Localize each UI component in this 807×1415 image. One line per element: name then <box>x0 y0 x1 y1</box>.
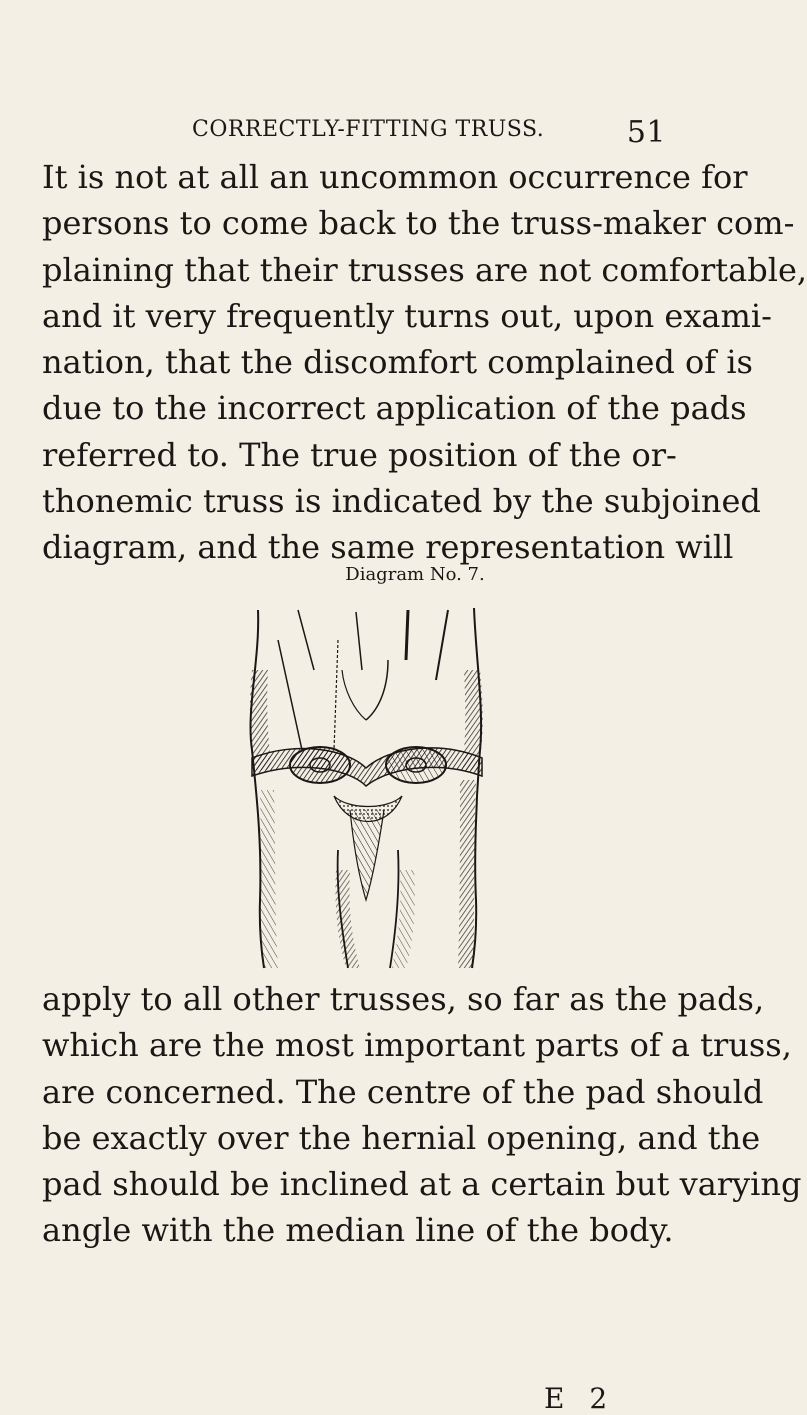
text-line: due to the incorrect application of the pads <box>42 389 747 428</box>
text-line: persons to come back to the truss-maker com- <box>42 204 795 243</box>
truss-diagram-illustration <box>238 600 494 970</box>
text-line: be exactly over the hernial opening, and the <box>42 1118 761 1157</box>
running-head-title: CORRECTLY-FITTING TRUSS. <box>192 117 545 142</box>
text-line: angle with the median line of the body. <box>42 1211 674 1250</box>
text-line: apply to all other trusses, so far as the pads, <box>42 980 765 1018</box>
text-line: plaining that their trusses are not comfortable, <box>42 250 807 289</box>
text-line: It is not at all an uncommon occurrence for <box>42 158 748 196</box>
text-line: are concerned. The centre of the pad should <box>42 1072 764 1111</box>
text-line: diagram, and the same representation will <box>42 528 734 567</box>
text-line: and it very frequently turns out, upon exami- <box>42 296 772 335</box>
right-pad <box>386 747 446 783</box>
page-number: 51 <box>626 115 666 150</box>
text-line: pad should be inclined at a certain but varying <box>42 1165 802 1204</box>
truss-band <box>252 748 482 786</box>
running-head <box>192 117 692 157</box>
text-line: which are the most important parts of a truss, <box>42 1026 792 1065</box>
paragraph-1 <box>42 154 807 571</box>
text-line: nation, that the discomfort complained of is <box>42 343 753 382</box>
paragraph-2 <box>42 976 802 1254</box>
diagram-caption: Diagram No. 7. <box>345 564 485 585</box>
signature-mark: E 2 <box>544 1382 616 1415</box>
text-line: thonemic truss is indicated by the subjoined <box>42 482 761 521</box>
left-pad <box>290 747 350 783</box>
text-line: referred to. The true position of the or- <box>42 435 677 474</box>
